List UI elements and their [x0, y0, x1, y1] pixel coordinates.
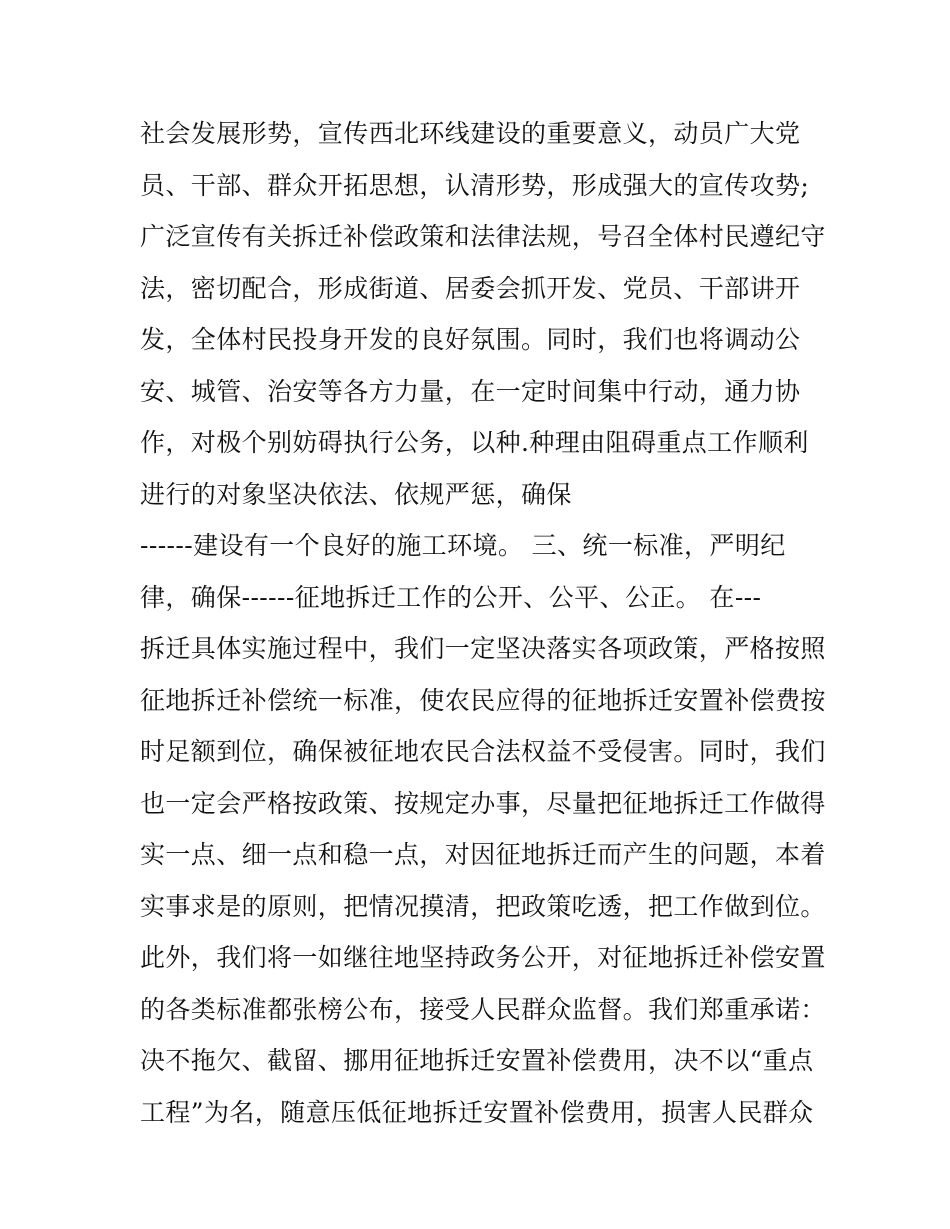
text-line-7: 作，对极个别妨碍执行公务，以种.种理由阻碍重点工作顺利	[140, 428, 809, 457]
text-line-5: 发，全体村民投身开发的良好氛围。同时，我们也将调动公	[140, 325, 801, 354]
text-line-19: 决不拖欠、截留、挪用征地拆迁安置补偿费用，决不以“重点	[140, 1046, 814, 1075]
text-line-1: 社会发展形势，宣传西北环线建设的重要意义，动员广大党	[140, 119, 801, 148]
text-line-15: 实一点、细一点和稳一点，对因征地拆迁而产生的问题，本着	[140, 840, 826, 869]
text-line-9: ------建设有一个良好的施工环境。 三、统一标准，严明纪	[140, 531, 786, 560]
body-text	[140, 108, 830, 1138]
text-line-13: 时足额到位，确保被征地农民合法权益不受侵害。同时，我们	[140, 737, 826, 766]
text-line-16: 实事求是的原则，把情况摸清，把政策吃透，把工作做到位。	[140, 891, 826, 921]
text-line-4: 法，密切配合，形成街道、居委会抓开发、党员、干部讲开	[140, 273, 801, 303]
text-line-14: 也一定会严格按政策、按规定办事，尽量把征地拆迁工作做得	[140, 788, 826, 818]
text-line-2: 员、干部、群众开拓思想，认清形势，形成强大的宣传攻势;	[140, 170, 810, 200]
text-line-3: 广泛宣传有关拆迁补偿政策和法律法规，号召全体村民遵纪守	[140, 222, 826, 251]
text-line-20: 工程”为名，随意压低征地拆迁安置补偿费用，损害人民群众	[140, 1097, 814, 1127]
text-line-8: 进行的对象坚决依法、依规严惩，确保	[140, 479, 572, 509]
text-line-11: 拆迁具体实施过程中，我们一定坚决落实各项政策，严格按照	[140, 634, 826, 663]
text-line-18: 的各类标准都张榜公布，接受人民群众监督。我们郑重承诺：	[140, 994, 826, 1024]
text-line-6: 安、城管、治安等各方力量，在一定时间集中行动，通力协	[140, 376, 801, 406]
text-line-17: 此外，我们将一如继往地坚持政务公开，对征地拆迁补偿安置	[140, 943, 826, 972]
text-line-10: 律，确保------征地拆迁工作的公开、公平、公正。 在---	[140, 582, 762, 612]
text-line-12: 征地拆迁补偿统一标准，使农民应得的征地拆迁安置补偿费按	[140, 685, 826, 715]
